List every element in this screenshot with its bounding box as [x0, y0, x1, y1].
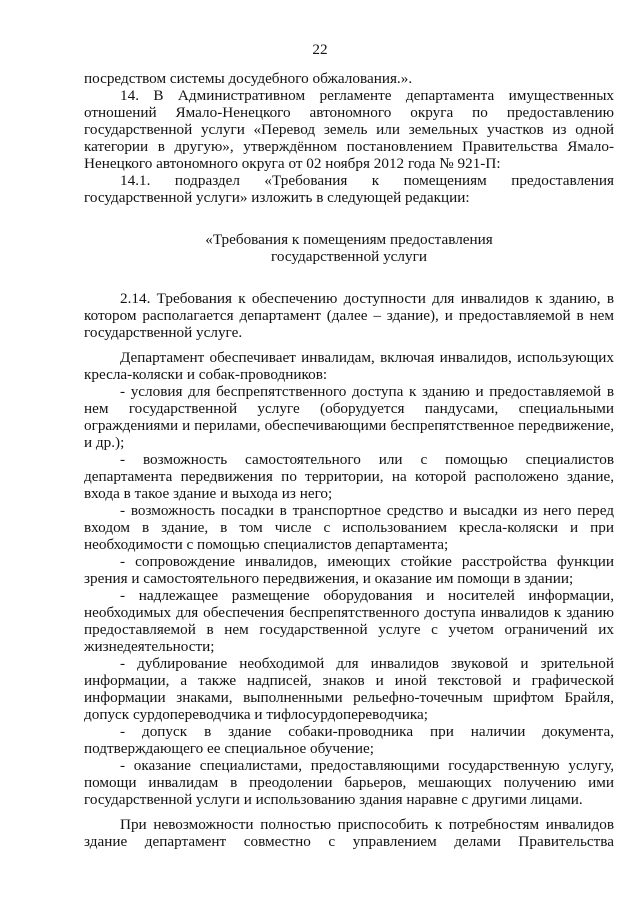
text-line: кресла-коляски и собак-проводников: — [84, 366, 328, 383]
text-line: входом в здание, в том числе с использованием кресла-коляски и при — [84, 519, 614, 536]
document-body — [84, 70, 614, 850]
page-number: 22 — [312, 41, 328, 58]
text-line: жизнедеятельности; — [84, 638, 215, 655]
text-line: департамента передвижения по территории, на которой расположено здание, — [84, 468, 614, 485]
text-line: - возможность самостоятельного или с помощью специалистов — [120, 451, 614, 468]
section-heading: «Требования к помещениям предоставления — [205, 231, 493, 248]
text-line: 2.14. Требования к обеспечению доступности для инвалидов к зданию, в — [120, 290, 614, 307]
text-line: государственной услуги и использованию здания наравне с другими лицами. — [84, 791, 583, 808]
text-line: посредством системы досудебного обжалования.». — [84, 70, 413, 87]
text-line: подтверждающего ее специальное обучение; — [84, 740, 374, 757]
text-line: информации, а также надписей, знаков и иной текстовой и графической — [84, 672, 614, 689]
text-line: входа в такое здание и выхода из него; — [84, 485, 333, 502]
text-line: предоставляемой в нем государственной услуге с учетом ограничений их — [84, 621, 614, 638]
text-line: отношений Ямало-Ненецкого автономного округа по предоставлению — [84, 104, 614, 121]
text-line: Ненецкого автономного округа от 02 ноября 2012 года № 921-П: — [84, 155, 501, 172]
text-line: помощи инвалидам в преодолении барьеров, мешающих получению ими — [84, 774, 614, 791]
text-line: - дублирование необходимой для инвалидов звуковой и зрительной — [120, 655, 614, 672]
text-line: государственной услуги» изложить в следующей редакции: — [84, 189, 470, 206]
text-line: котором располагается департамент (далее – здание), и предоставляемой в нем — [84, 307, 614, 324]
text-line: - надлежащее размещение оборудования и носителей информации, — [120, 587, 614, 604]
text-line: 14.1. подраздел «Требования к помещениям предоставления — [120, 172, 614, 189]
text-line: необходимости с помощью специалистов департамента; — [84, 536, 449, 553]
text-line: допуск сурдопереводчика и тифлосурдопереводчика; — [84, 706, 428, 723]
text-line: необходимых для обеспечения беспрепятственного доступа инвалидов к зданию — [84, 604, 614, 621]
text-line: - возможность посадки в транспортное средство и высадки из него перед — [120, 502, 614, 519]
text-line: государственной услуге. — [84, 324, 243, 341]
text-line: - допуск в здание собаки-проводника при наличии документа, — [120, 723, 614, 740]
text-line: - оказание специалистами, предоставляющими государственную услугу, — [120, 757, 614, 774]
text-line: - условия для беспрепятственного доступа к зданию и предоставляемой в — [120, 383, 614, 400]
text-line: и др.); — [84, 434, 125, 451]
text-line: информации знаками, выполненными рельефно-точечным шрифтом Брайля, — [84, 689, 614, 706]
text-line: зрения и самостоятельного передвижения, и оказание им помощи в здании; — [84, 570, 574, 587]
text-line: 14. В Административном регламенте департамента имущественных — [120, 87, 614, 104]
text-line: Департамент обеспечивает инвалидам, включая инвалидов, использующих — [120, 349, 614, 366]
text-line: ограждениями и перилами, обеспечивающими беспрепятственное передвижение, — [84, 417, 614, 434]
section-heading: государственной услуги — [271, 248, 427, 265]
text-line: нем государственной услуге (оборудуется пандусами, специальными — [84, 400, 614, 417]
text-line: государственной услуги «Перевод земель или земельных участков из одной — [84, 121, 614, 138]
text-line: категории в другую», утверждённом постановлением Правительства Ямало- — [84, 138, 614, 155]
text-line: здание департамент совместно с управлением делами Правительства — [84, 833, 614, 850]
text-line: При невозможности полностью приспособить к потребностям инвалидов — [120, 816, 614, 833]
text-line: - сопровождение инвалидов, имеющих стойкие расстройства функции — [120, 553, 614, 570]
